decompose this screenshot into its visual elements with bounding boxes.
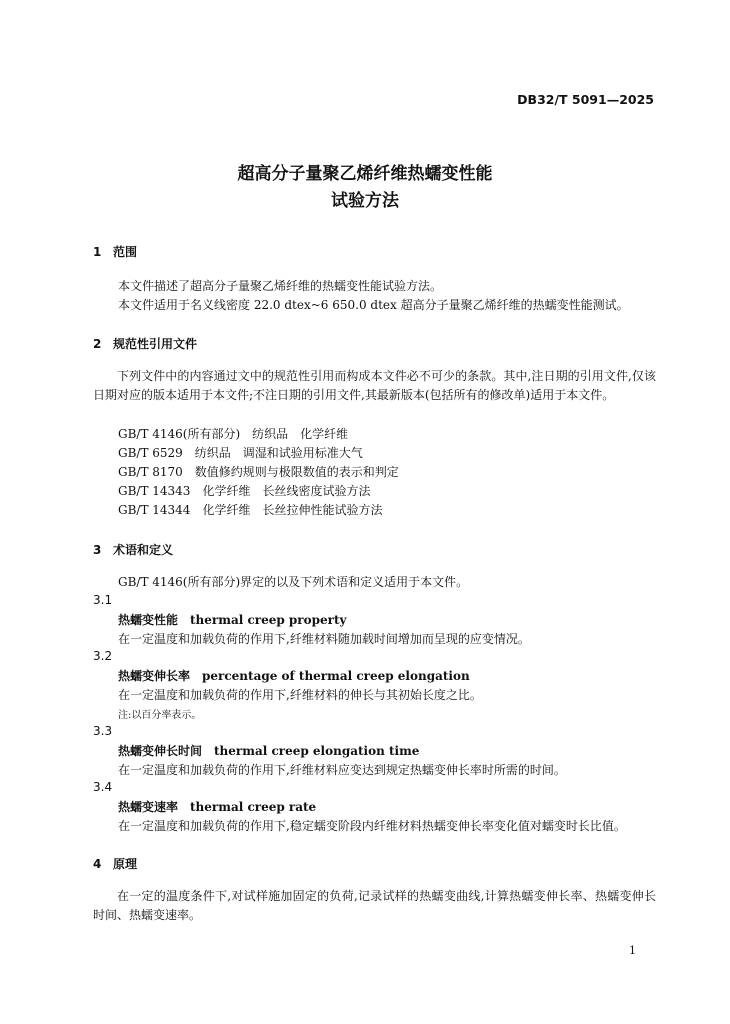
term-chinese: 热蠕变性能 bbox=[118, 613, 179, 627]
section-title: 原理 bbox=[113, 857, 138, 871]
term-number: 3.4 bbox=[93, 780, 113, 794]
section-3-heading bbox=[93, 541, 173, 558]
section-1-paragraph-1: 本文件描述了超高分子量聚乙烯纤维的热蠕变性能试验方法。 bbox=[118, 279, 443, 293]
term-heading bbox=[118, 667, 470, 684]
term-number: 3.3 bbox=[93, 724, 113, 738]
term-english: percentage of thermal creep elongation bbox=[202, 669, 470, 683]
section-number: 4 bbox=[93, 857, 102, 871]
term-heading bbox=[118, 798, 316, 815]
term-english: thermal creep property bbox=[190, 613, 347, 627]
term-definition: 在一定温度和加载负荷的作用下,纤维材料的伸长与其初始长度之比。 bbox=[118, 688, 482, 702]
section-title: 术语和定义 bbox=[113, 543, 174, 557]
section-4-paragraph: 在一定的温度条件下,对试样施加固定的负荷,记录试样的热蠕变曲线,计算热蠕变伸长率、热蠕变伸长时间、热蠕变速率。 bbox=[93, 889, 656, 922]
term-number: 3.1 bbox=[93, 593, 113, 607]
section-title: 规范性引用文件 bbox=[113, 337, 198, 351]
term-definition: 在一定温度和加载负荷的作用下,纤维材料随加载时间增加而呈现的应变情况。 bbox=[118, 632, 530, 646]
reference-item: GB/T 4146(所有部分) 纺织品 化学纤维 bbox=[118, 427, 349, 441]
term-chinese: 热蠕变速率 bbox=[118, 800, 179, 814]
reference-item: GB/T 8170 数值修约规则与极限数值的表示和判定 bbox=[118, 465, 399, 479]
term-heading bbox=[118, 611, 347, 628]
term-number: 3.2 bbox=[93, 649, 113, 663]
term-definition: 在一定温度和加载负荷的作用下,纤维材料应变达到规定热蠕变伸长率时所需的时间。 bbox=[118, 763, 566, 777]
section-1-heading bbox=[93, 243, 137, 260]
section-1-paragraph-2: 本文件适用于名义线密度 22.0 dtex~6 650.0 dtex 超高分子量聚乙烯纤维的热蠕变性能测试。 bbox=[118, 298, 629, 312]
section-number: 1 bbox=[93, 245, 102, 259]
reference-item: GB/T 14344 化学纤维 长丝拉伸性能试验方法 bbox=[118, 503, 383, 517]
section-title: 范围 bbox=[113, 245, 138, 259]
document-title-line2: 试验方法 bbox=[331, 191, 399, 211]
section-3-intro: GB/T 4146(所有部分)界定的以及下列术语和定义适用于本文件。 bbox=[118, 575, 469, 589]
term-heading bbox=[118, 742, 419, 759]
reference-item: GB/T 6529 纺织品 调湿和试验用标准大气 bbox=[118, 446, 363, 460]
term-chinese: 热蠕变伸长时间 bbox=[118, 744, 203, 758]
section-2-intro: 下列文件中的内容通过文中的规范性引用而构成本文件必不可少的条款。其中,注日期的引用文件,仅该日期对应的版本适用于本文件;不注日期的引用文件,其最新版本(包括所有的修改单)适用于本文件。 bbox=[93, 369, 656, 402]
section-number: 2 bbox=[93, 337, 102, 351]
section-number: 3 bbox=[93, 543, 102, 557]
document-title-line1: 超高分子量聚乙烯纤维热蠕变性能 bbox=[237, 164, 493, 184]
term-definition: 在一定温度和加载负荷的作用下,稳定蠕变阶段内纤维材料热蠕变伸长率变化值对蠕变时长比值。 bbox=[118, 819, 626, 833]
section-4-heading bbox=[93, 855, 137, 872]
term-english: thermal creep elongation time bbox=[214, 744, 420, 758]
section-2-heading bbox=[93, 335, 197, 352]
term-note: 注:以百分率表示。 bbox=[118, 710, 202, 721]
document-code: DB32/T 5091—2025 bbox=[517, 92, 654, 107]
term-english: thermal creep rate bbox=[190, 800, 317, 814]
term-chinese: 热蠕变伸长率 bbox=[118, 669, 191, 683]
reference-item: GB/T 14343 化学纤维 长丝线密度试验方法 bbox=[118, 484, 371, 498]
page-number: 1 bbox=[629, 944, 636, 957]
